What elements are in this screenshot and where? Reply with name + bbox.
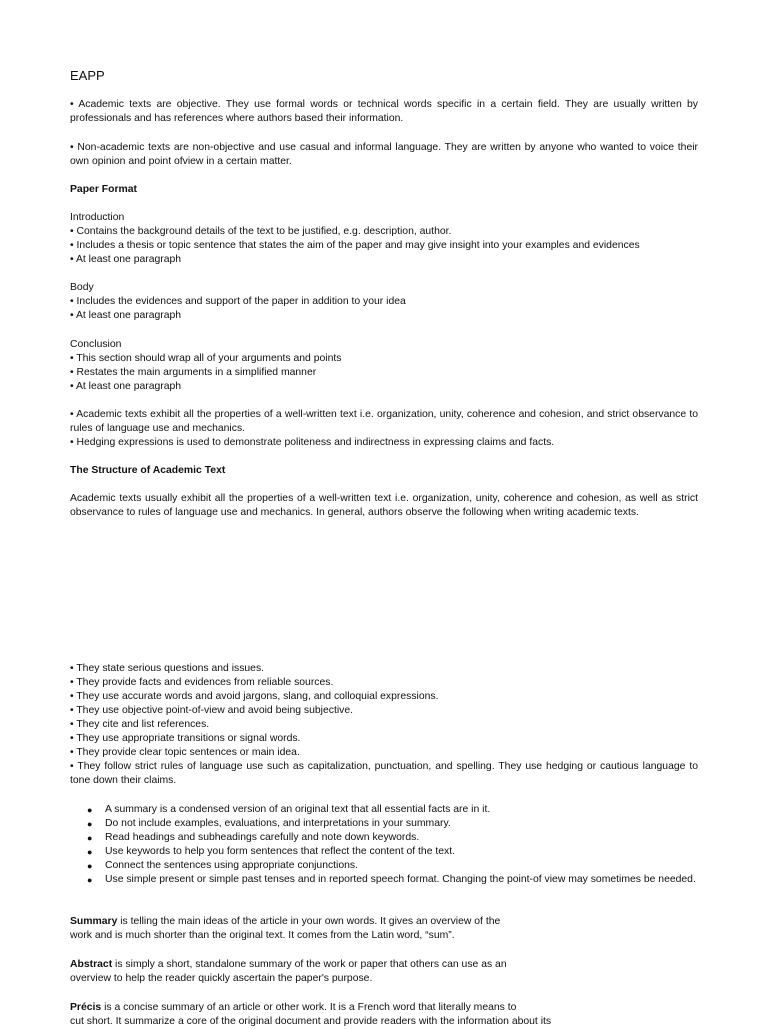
- properties-paragraph: • Academic texts exhibit all the properties of a well-written text i.e. organization, unity, coherence and cohesion, and strict observance to rules of language use and mechanics.: [70, 409, 698, 434]
- introduction-item: • At least one paragraph: [70, 254, 182, 265]
- introduction-item: • Includes a thesis or topic sentence that states the aim of the paper and may give insight into your examples and evidences: [70, 240, 640, 251]
- conclusion-section: [70, 338, 698, 394]
- structure-paragraph: Academic texts usually exhibit all the properties of a well-written text i.e. organization, unity, coherence and cohesion, as well as strict observance to rules of language use and mechanics. In general, authors observe the following when writing academic texts.: [70, 493, 698, 518]
- body-section: [70, 281, 698, 323]
- summary-guideline-item: ● Read headings and subheadings carefully and note down keywords.: [70, 831, 698, 845]
- trait-item: • They state serious questions and issues.: [70, 663, 265, 674]
- conclusion-item: • This section should wrap all of your arguments and points: [70, 353, 342, 364]
- summary-guideline-item: ● A summary is a condensed version of an original text that all essential facts are in it.: [70, 803, 698, 817]
- summary-guideline-item: ● Do not include examples, evaluations, and interpretations in your summary.: [70, 817, 698, 831]
- conclusion-item: • At least one paragraph: [70, 381, 182, 392]
- conclusion-item: • Restates the main arguments in a simplified manner: [70, 367, 317, 378]
- properties-section: [70, 408, 698, 450]
- summary-guideline-item: ● Connect the sentences using appropriate conjunctions.: [70, 859, 698, 873]
- precis-definition: [70, 1001, 698, 1029]
- trait-item: • They use appropriate transitions or signal words.: [70, 733, 301, 744]
- non-academic-texts-paragraph: • Non-academic texts are non-objective and use casual and informal language. They are written by anyone who wanted to voice their own opinion and point ofview in a certain matter.: [70, 142, 698, 167]
- trait-item: • They use objective point-of-view and avoid being subjective.: [70, 705, 354, 716]
- summary-definition: [70, 915, 698, 943]
- trait-item: • They cite and list references.: [70, 719, 210, 730]
- abstract-definition-text: overview to help the reader quickly ascertain the paper's purpose.: [70, 973, 373, 984]
- abstract-definition: [70, 958, 698, 986]
- summary-guideline-item: ● Use keywords to help you form sentences that reflect the content of the text.: [70, 845, 698, 859]
- abstract-term: Abstract: [70, 959, 113, 970]
- structure-heading: The Structure of Academic Text: [70, 465, 226, 476]
- trait-item-last: • They follow strict rules of language use such as capitalization, punctuation, and spelling. They use hedging or cautious language to tone down their claims.: [70, 761, 698, 786]
- precis-definition-text: is a concise summary of an article or other work. It is a French word that literally means to: [101, 1002, 517, 1013]
- hedging-paragraph: • Hedging expressions is used to demonstrate politeness and indirectness in expressing claims and facts.: [70, 437, 555, 448]
- doc-title: EAPP: [70, 68, 105, 83]
- trait-item: • They provide facts and evidences from reliable sources.: [70, 677, 334, 688]
- paper-format-heading: Paper Format: [70, 184, 137, 195]
- body-item: • At least one paragraph: [70, 310, 182, 321]
- academic-texts-paragraph: • Academic texts are objective. They use formal words or technical words specific in a certain field. They are usually written by professionals and has references where authors based their information.: [70, 99, 698, 124]
- conclusion-heading: Conclusion: [70, 339, 122, 350]
- body-heading: Body: [70, 282, 94, 293]
- precis-term: Précis: [70, 1002, 102, 1013]
- precis-definition-text: cut short. It summarize a core of the original document and provide readers with the information about its: [70, 1016, 552, 1027]
- summary-definition-text: is telling the main ideas of the article in your own words. It gives an overview of the: [117, 916, 501, 927]
- summary-guideline-item: ● Use simple present or simple past tenses and in reported speech format. Changing the point-of view may sometimes be needed.: [70, 873, 698, 887]
- trait-item: • They provide clear topic sentences or main idea.: [70, 747, 300, 758]
- introduction-section: [70, 211, 698, 267]
- introduction-item: • Contains the background details of the text to be justified, e.g. description, author.: [70, 226, 452, 237]
- abstract-definition-text: is simply a short, standalone summary of the work or paper that others can use as an: [112, 959, 507, 970]
- summary-guidelines: [70, 803, 698, 887]
- summary-term: Summary: [70, 916, 118, 927]
- trait-item: • They use accurate words and avoid jargons, slang, and colloquial expressions.: [70, 691, 439, 702]
- summary-definition-text: work and is much shorter than the original text. It comes from the Latin word, “sum”.: [70, 930, 455, 941]
- introduction-heading: Introduction: [70, 212, 125, 223]
- traits-list: [70, 662, 698, 788]
- body-item: • Includes the evidences and support of the paper in addition to your idea: [70, 296, 406, 307]
